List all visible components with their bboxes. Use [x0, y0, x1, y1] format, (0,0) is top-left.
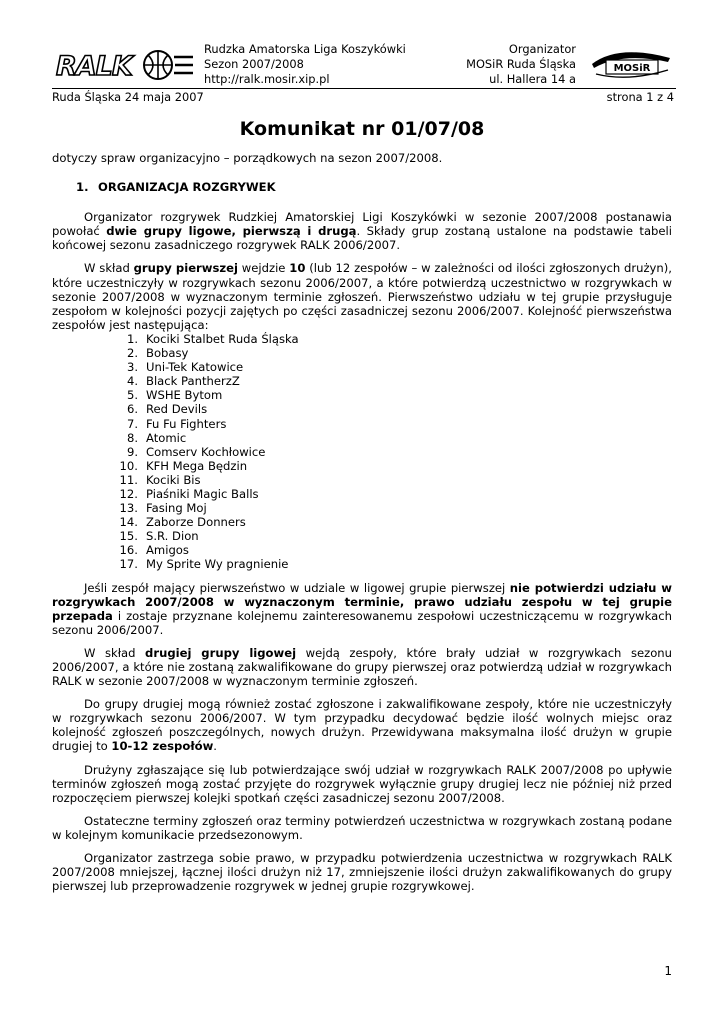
team-name: KFH Mega Będzin	[146, 458, 248, 473]
paragraph-deadlines: Ostateczne terminy zgłoszeń oraz terminy potwierdzeń uczestnictwa w rozgrywkach zostaną podane w kolejnym komunikacie przedsezonowym.	[52, 813, 672, 842]
team-list-item	[108, 557, 672, 571]
organizer-label: Organizator	[508, 42, 576, 56]
team-rank: 16.	[119, 543, 138, 558]
team-name: Amigos	[146, 543, 189, 558]
league-name: Rudzka Amatorska Liga Koszykówki	[204, 42, 406, 56]
organizer-info	[466, 42, 576, 87]
p3-bold: nie potwierdzi udziału w rozgrywkach 2007/2008 w wyznaczonym terminie, prawo udziału zespołu w tej grupie przepada	[52, 580, 672, 623]
team-list-item	[108, 388, 672, 402]
p5-text-c: .	[213, 739, 217, 754]
paragraph-new-teams	[52, 697, 672, 753]
paragraph-reservation: Organizator zastrzega sobie prawo, w przypadku potwierdzenia uczestnictwa w rozgrywkach RALK 2007/2008 mniejszej, łącznej ilości drużyn niż 17, zmniejszenie ilości drużyn zakwalifikowanych do grupy pierwszej lub przeprowadzenie rozgrywek w jednej grupie rozgrywkowej.	[52, 851, 672, 894]
p4-text-c: wejdą zespoły, które brały udział w rozgrywkach sezonu 2006/2007, a które nie zostaną zakwalifikowane do grupy pierwszej oraz potwierdzą udział w rozgrywkach RALK w sezonie 2007/2008 w wyznaczonym terminie zgłoszeń.	[52, 645, 672, 689]
paragraph-late-entries: Drużyny zgłaszające się lub potwierdzające swój udział w rozgrywkach RALK 2007/2008 po upływie terminów zgłoszeń mogą zostać przyjęte do rozgrywek wyłącznie grupy drugiej lecz nie później niż przed rozpoczęciem pierwszej kolejki spotkań części zasadniczej sezonu 2007/2008.	[52, 762, 672, 805]
team-rank: 12.	[119, 486, 138, 501]
team-name: Kociki Stalbet Ruda Śląska	[146, 331, 299, 346]
header-divider	[52, 88, 676, 89]
p2-text-c: wejdzie	[237, 261, 290, 276]
team-name: My Sprite Wy pragnienie	[146, 557, 289, 572]
document-body	[52, 151, 672, 893]
p5-text-a: Do grupy drugiej mogą również zostać zgłoszone i zakwalifikowane zespoły, które nie uczestniczyły w rozgrywkach sezonu 2006/2007. W tym przypadku decydować będzie ilość wolnych miejsc oraz kolejność zgłoszeń poszczególnych, nowych drużyn. Przewidywana maksymalna ilość drużyn w grupie drugiej to	[52, 697, 672, 754]
page-indicator: strona 1 z 4	[606, 90, 674, 104]
mosir-logo	[588, 48, 674, 80]
team-name: Atomic	[146, 430, 187, 445]
team-list-item	[108, 417, 672, 431]
document-date: Ruda Śląska 24 maja 2007	[52, 90, 204, 104]
team-name: Zaborze Donners	[146, 515, 246, 530]
team-rank: 4.	[126, 374, 138, 389]
intro-text: dotyczy spraw organizacyjno – porządkowych na sezon 2007/2008.	[52, 151, 443, 165]
document-title: Komunikat nr 01/07/08	[239, 118, 485, 140]
p3-text-c: i zostaje przyznane kolejnemu zainteresowanemu zespołowi uczestniczącemu w rozgrywkach sezonu 2006/2007.	[52, 608, 672, 637]
p2-bold-count: 10	[289, 261, 306, 276]
team-name: S.R. Dion	[146, 529, 199, 544]
ralk-logo-text: RALK	[56, 51, 132, 82]
team-rank: 17.	[119, 557, 138, 572]
p1-bold: dwie grupy ligowe, pierwszą i drugą	[106, 224, 357, 239]
organizer-address: ul. Hallera 14 a	[489, 72, 576, 86]
paragraph-second-group	[52, 646, 672, 688]
paragraph-confirmation	[52, 581, 672, 637]
team-name: Red Devils	[146, 402, 208, 417]
p2-text-a: W skład	[84, 261, 134, 276]
team-list-item	[108, 346, 672, 360]
team-list-item	[108, 431, 672, 445]
team-list-item	[108, 543, 672, 557]
p4-text-a: W skład	[84, 645, 146, 660]
team-list-item	[108, 459, 672, 473]
section-title: ORGANIZACJA ROZGRYWEK	[98, 180, 276, 195]
team-list-item	[108, 332, 672, 346]
team-name: Fasing Moj	[146, 501, 207, 516]
team-rank: 6.	[126, 402, 138, 417]
organizer-name: MOSiR Ruda Śląska	[466, 57, 576, 71]
p2-bold-group: grupy pierwszej	[133, 261, 238, 276]
team-rank: 9.	[126, 444, 138, 459]
p3-text-a: Jeśli zespół mający pierwszeństwo w udziale w ligowej grupie pierwszej	[84, 580, 510, 595]
team-name: Black PantherzZ	[146, 374, 240, 389]
team-rank: 1.	[126, 331, 138, 346]
team-rank: 8.	[126, 430, 138, 445]
team-list-item	[108, 374, 672, 388]
team-list-item	[108, 501, 672, 515]
team-list-item	[108, 445, 672, 459]
team-list-item	[108, 473, 672, 487]
team-rank: 2.	[126, 346, 138, 361]
p1-text-a: Organizator rozgrywek Rudzkiej Amatorskiej Ligi Koszykówki w sezonie 2007/2008 postanawia powołać	[52, 210, 672, 239]
team-rank: 5.	[126, 388, 138, 403]
team-priority-list	[108, 332, 672, 572]
league-url[interactable]: http://ralk.mosir.xip.pl	[204, 72, 330, 86]
paragraph-first-group	[52, 261, 672, 331]
team-name: Fu Fu Fighters	[146, 416, 227, 431]
team-name: Kociki Bis	[146, 472, 201, 487]
league-info	[204, 42, 406, 87]
section-number: 1.	[76, 180, 89, 195]
ralk-logo	[54, 48, 194, 82]
team-list-item	[108, 402, 672, 416]
section-heading	[76, 180, 672, 194]
team-rank: 15.	[119, 529, 138, 544]
season-label: Sezon 2007/2008	[204, 57, 304, 71]
team-rank: 10.	[119, 458, 138, 473]
team-rank: 3.	[126, 360, 138, 375]
team-name: Piaśniki Magic Balls	[146, 486, 259, 501]
team-rank: 11.	[119, 472, 138, 487]
team-rank: 14.	[119, 515, 138, 530]
team-name: WSHE Bytom	[146, 388, 223, 403]
p2-text-e: (lub 12 zespołów – w zależności od ilości zgłoszonych drużyn), które uczestniczyły w rozgrywkach sezonu 2006/2007, a które potwierdzą uczestnictwo w rozgrywkach w sezonie 2007/2008 w wyznaczonym terminie zgłoszeń. Pierwszeństwo udziału w tej grupie przysługuje zespołom w kolejności pozycji zajętych po części zasadniczej sezonu 2006/2007. Kolejność pierwszeństwa zespołów jest następująca:	[52, 261, 672, 332]
p5-bold: 10-12 zespołów	[111, 739, 214, 754]
team-name: Comserv Kochłowice	[146, 444, 266, 459]
paragraph-groups	[52, 210, 672, 252]
letterhead	[52, 40, 676, 88]
mosir-logo-text: MOSiR	[613, 63, 651, 74]
team-list-item	[108, 515, 672, 529]
team-list-item	[108, 360, 672, 374]
team-name: Bobasy	[146, 346, 189, 361]
footer-page-number: 1	[664, 964, 672, 978]
team-rank: 7.	[126, 416, 138, 431]
p4-bold: drugiej grupy ligowej	[145, 645, 297, 660]
team-name: Uni-Tek Katowice	[146, 360, 244, 375]
p1-text-c: . Składy grup zostaną ustalone na podstawie tabeli końcowej sezonu zasadniczego rozgrywek RALK 2006/2007.	[52, 224, 672, 253]
team-list-item	[108, 529, 672, 543]
team-list-item	[108, 487, 672, 501]
team-rank: 13.	[119, 501, 138, 516]
